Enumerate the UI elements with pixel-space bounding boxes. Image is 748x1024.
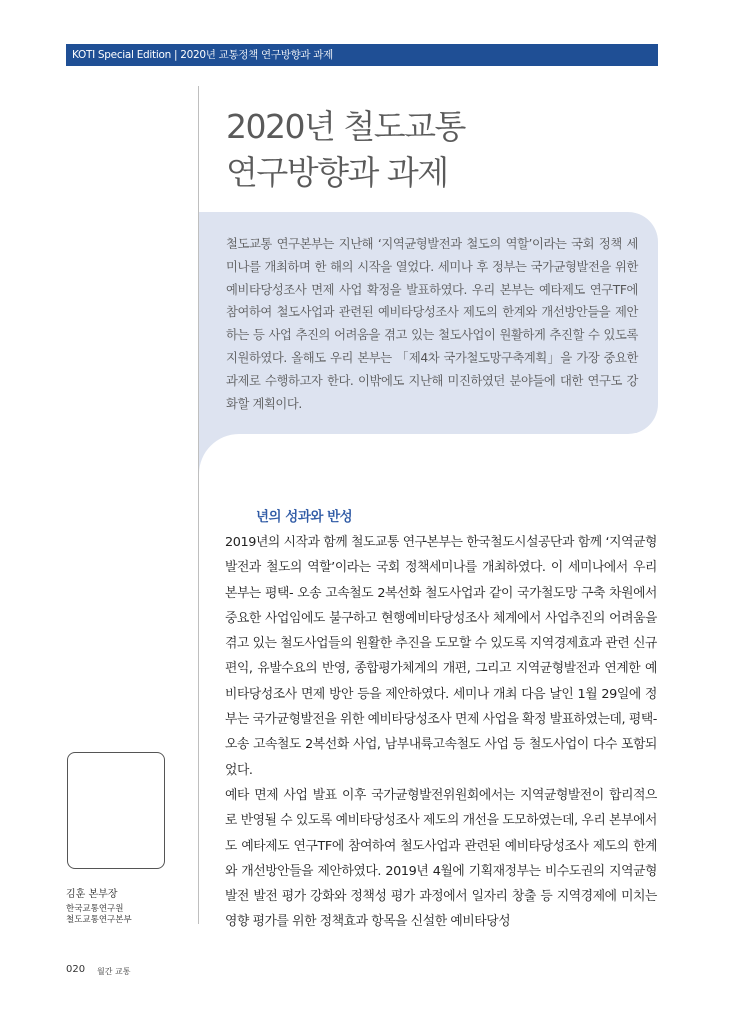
author-affiliation: 한국교통연구원 철도교통연구본부 xyxy=(66,904,132,925)
body-paragraph-1: 2019년의 시작과 함께 철도교통 연구본부는 한국철도시설공단과 함께 ‘지역균형발전과 철도의 역할’이라는 국회 정책세미나를 개최하였다. 이 세미나에서 우리 본부는 평택- 오송 고속철도 2복선화 철도사업과 같이 국가철도망 구축 차원에서 중요한 사업임에도 불구하고 현행예비타당성조사 체계에서 사업추진의 어려움을 겪고 있는 철도사업들의 원활한 추진을 도모할 수 있도록 지역경제효과 관련 신규 편익, 유발수요의 반영, 종합평가체계의 개편, 그리고 지역균형발전과 연계한 예비타당성조사 면제 방안 등을 제안하였다. 세미나 개최 다음 날인 1월 29일에 정부는 국가균형발전을 위한 예비타당성조사 면제 사업을 확정 발표하였는데, 평택- 오송 고속철도 2복선화 사업, 남부내륙고속철도 사업 등 철도사업이 다수 포함되었다. xyxy=(225,535,657,778)
author-name: 김훈 본부장 xyxy=(66,889,118,900)
abstract-box-corner-mask xyxy=(199,434,279,514)
section-heading: 년의 성과와 반성 xyxy=(256,509,353,525)
running-header-title: KOTI Special Edition | 2020년 교통정책 연구방향과 과제 xyxy=(72,49,333,61)
article-title-line1: 2020년 철도교통 xyxy=(226,107,465,146)
author-photo-frame xyxy=(67,752,165,869)
body-text xyxy=(225,530,657,935)
journal-name: 월간 교통 xyxy=(97,967,131,976)
page-number: 020 xyxy=(66,964,86,975)
article-title xyxy=(226,104,465,196)
abstract-text: 철도교통 연구본부는 지난해 ‘지역균형발전과 철도의 역할’이라는 국회 정책 세미나를 개최하며 한 해의 시작을 열었다. 세미나 후 정부는 국가균형발전을 위한 예비타당성조사 면제 사업 확정을 발표하였다. 우리 본부는 예타제도 연구TF에 참여하여 철도사업과 관련된 예비타당성조사 제도의 한계와 개선방안들을 제안하는 등 사업 추진의 어려움을 겪고 있는 철도사업이 원활하게 추진할 수 있도록 지원하였다. 올해도 우리 본부는 「제4차 국가철도망구축계획」을 가장 중요한 과제로 수행하고자 한다. 이밖에도 지난해 미진하였던 분야들에 대한 연구도 강화할 계획이다. xyxy=(226,237,638,411)
article-title-line2: 연구방향과 과제 xyxy=(226,153,448,192)
body-paragraph-2: 예타 면제 사업 발표 이후 국가균형발전위원회에서는 지역균형발전이 합리적으로 반영될 수 있도록 예비타당성조사 제도의 개선을 도모하였는데, 우리 본부에서도 예타제도 연구TF에 참여하여 철도사업과 관련된 예비타당성조사 제도의 한계와 개선방안들을 제안하였다. 2019년 4월에 기획재정부는 비수도권의 지역균형발전 발전 평가 강화와 정책성 평가 과정에서 일자리 창출 등 지역경제에 미치는 영향 평가를 위한 정책효과 항목을 신설한 예비타당성 xyxy=(225,787,657,930)
running-header-bar xyxy=(66,44,658,66)
